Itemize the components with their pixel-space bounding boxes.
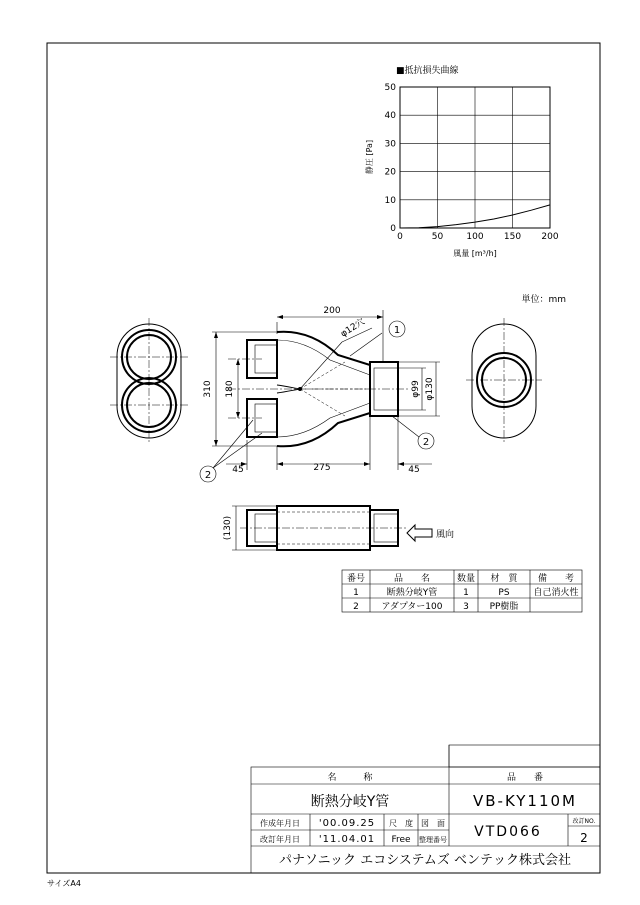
parts-table-cell: 自己消火性: [533, 588, 579, 598]
balloon-1: 1: [393, 325, 401, 336]
parts-table-cell: 断熱分岐Y管: [386, 588, 438, 598]
bottom-view: [223, 506, 454, 550]
company-name: パナソニック エコシステムズ ベンテック株式会社: [278, 853, 572, 868]
parts-table-cell: 1: [463, 588, 469, 598]
dim-310: 310: [203, 380, 213, 398]
balloon-2-right: 2: [422, 437, 430, 448]
right-end-view: [466, 318, 542, 444]
chart-y-ticks: [385, 83, 397, 234]
name-value: 断熱分岐Y管: [310, 794, 390, 810]
chart-x-tick-label: 100: [466, 232, 484, 242]
scale-label: 尺 度: [389, 819, 413, 828]
parts-table-header: 数量: [456, 574, 476, 584]
unit-label: 単位：mm: [521, 295, 566, 305]
chart-y-tick-label: 20: [384, 167, 396, 178]
name-header: 名 称: [327, 773, 373, 783]
parts-table: [342, 570, 582, 612]
revision-label: 改訂NO.: [572, 818, 596, 825]
chart-x-ticks: [397, 232, 559, 242]
dim-200: 200: [323, 306, 341, 316]
part-number-header: 品 番: [506, 773, 544, 783]
chart-y-tick-label: 50: [384, 83, 396, 93]
parts-table-header: 備 考: [537, 574, 575, 584]
chart-y-tick-label: 0: [390, 224, 396, 234]
dim-phi-99: φ99: [411, 380, 421, 398]
chart-x-tick-label: 50: [431, 232, 444, 242]
dim-45-left: 45: [232, 465, 244, 475]
parts-table-cell: 2: [353, 602, 359, 612]
dim-45-right: 45: [408, 465, 420, 475]
airflow-arrow-icon: [407, 525, 432, 541]
dim-275: 275: [313, 463, 331, 473]
balloon-2-left: 2: [204, 470, 212, 481]
chart-x-tick-label: 150: [503, 232, 522, 242]
revised-date-value: '11.04.01: [318, 834, 376, 845]
reference-label: 整理番号: [419, 836, 447, 844]
parts-table-cell: PS: [498, 588, 510, 598]
parts-table-cell: PP樹脂: [489, 602, 519, 612]
parts-table-cell: アダプター100: [381, 602, 443, 612]
chart-x-label: 風量 [m³/h]: [453, 249, 497, 258]
sheet-border: [47, 43, 600, 873]
dim-phi-130: φ130: [425, 377, 435, 401]
left-end-view: [110, 318, 188, 444]
drawing-label: 図 面: [421, 819, 445, 828]
dim-180: 180: [225, 380, 235, 398]
chart-y-tick-label: 40: [384, 111, 396, 122]
revision-value: 2: [580, 831, 588, 845]
created-date-value: '00.09.25: [318, 818, 376, 829]
chart-y-tick-label: 10: [384, 195, 396, 206]
parts-table-cell: 1: [353, 588, 359, 598]
sheet-size-label: サイズA4: [47, 879, 81, 888]
dim-130-bottom: (130): [223, 515, 233, 541]
chart-title: ■抵抗損失曲線: [396, 66, 459, 76]
parts-table-header: 材 質: [490, 574, 518, 584]
reference-number-value: VTD066: [474, 824, 542, 840]
resistance-loss-chart: [364, 64, 559, 258]
chart-x-tick-label: 200: [541, 232, 559, 242]
part-number-value: VB-KY110M: [472, 792, 578, 810]
chart-y-label: 静圧 [Pa]: [365, 139, 374, 175]
chart-y-tick-label: 30: [384, 139, 396, 150]
parts-table-header: 品 名: [393, 574, 431, 584]
chart-x-tick-label: 0: [397, 232, 403, 242]
revised-date-label: 改訂年月日: [260, 835, 300, 844]
dim-phi-12-hole: φ12穴: [339, 317, 367, 340]
title-block: [251, 745, 600, 873]
chart-grid: [400, 87, 550, 228]
scale-value: Free: [391, 835, 411, 845]
parts-table-cell: 3: [463, 602, 469, 612]
parts-table-header: 番号: [346, 574, 366, 584]
airflow-label: 風向: [436, 530, 455, 540]
created-date-label: 作成年月日: [260, 819, 300, 828]
